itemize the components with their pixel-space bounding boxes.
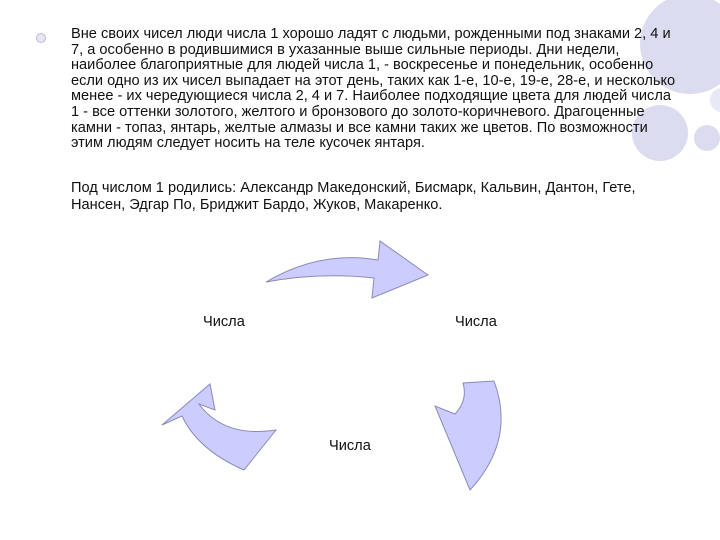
cycle-arrow-right	[435, 381, 501, 490]
cycle-arrow-left	[162, 384, 276, 470]
cycle-label-bottom: Числа	[329, 438, 371, 454]
cycle-label-left: Числа	[203, 314, 245, 330]
cycle-label-right: Числа	[455, 314, 497, 330]
cycle-arrow-top	[266, 241, 428, 298]
people-paragraph: Под числом 1 родились: Александр Македонский, Бисмарк, Кальвин, Дантон, Гете, Нансен, Эдгар По, Бриджит Бардо, Жуков, Макаренко.	[71, 180, 636, 213]
main-paragraph: Вне своих чисел люди числа 1 хорошо ладят с людьми, рожденными под знаками 2, 4 и 7, а особенно в родившимися в ухазанные выше сильные периоды. Дни недели, наиболее благоприятные для людей числа 1, - воскресенье и понедельник, особенно если одно из их чисел выпадает на этот день, таких как 1-е, 10-е, 19-е, 28-е, и несколько менее - их чередующиеся числа 2, 4 и 7. Наиболее подходящие цвета для людей числа 1 - все оттенки золотого, желтого и бронзового до золото-коричневого. Драгоценные камни - топаз, янтарь, желтые алмазы и все камни таких же цветов. По возможности этим людям следует носить на теле кусочек янтаря.	[71, 26, 676, 152]
